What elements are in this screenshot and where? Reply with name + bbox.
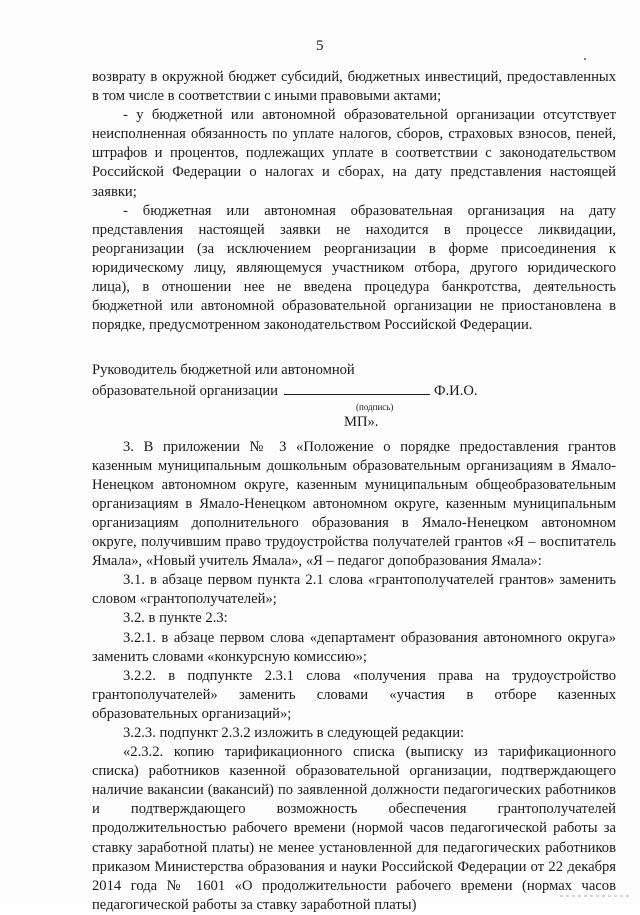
- paragraph-refund: возврату в окружной бюджет субсидий, бюджетных инвестиций, предоставленных в том числе в соответствии с иными правовыми актами;: [92, 69, 616, 105]
- signature-line: [92, 380, 616, 401]
- signature-fio: Ф.И.О.: [433, 383, 478, 400]
- signature-caption: (подпись): [356, 401, 394, 412]
- paragraph-3-2-3: 3.2.3. подпункт 2.3.2 изложить в следующей редакции:: [123, 725, 465, 741]
- stamp-place: МП».: [344, 413, 379, 430]
- scan-artifact: [560, 895, 632, 897]
- paragraph-3-2: 3.2. в пункте 2.3:: [123, 610, 228, 627]
- paragraph-3-1: 3.1. в абзаце первом пункта 2.1 слова «грантополучателей грантов» заменить словом «грантополучателей»;: [92, 572, 616, 608]
- paragraph-2-3-2-text: «2.3.2. копию тарификационного списка (выписку из тарификационного списка) работников казенной образовательной организации, подтверждающего наличие вакансии (вакансий) по заявленной должности педагогических работников и подтверждающего возможность обеспечения грантополучателей продолжительностью рабочего времени (нормой часов педагогической работы за ставку заработной платы) не менее установленной для педагогических работников приказом Министерства образования и науки Российской Федерации от 22 декабря 2014 года № 1601 «О продолжительности рабочего времени (нормах часов педагогической работы за ставку заработной платы): [92, 744, 616, 913]
- signature-title: Руководитель бюджетной или автономной: [92, 362, 355, 379]
- paragraph-no-debts: - у бюджетной или автономной образовательной организации отсутствует неисполненная обязанность по уплате налогов, сборов, страховых взносов, пеней, штрафов и процентов, подлежащих уплате в соответствии с законодательством Российской Федерации о налогах и сборах, на дату представления настоящей заявки;: [92, 107, 616, 200]
- paragraph-no-liquidation: - бюджетная или автономная образовательная организация на дату представления настоящей заявки не находится в процессе ликвидации, реорганизации (за исключением реорганизации в форме присоединения к юридическому лицу, являющемуся участником отбора, другого юридического лица), в отношении нее не введена процедура банкротства, деятельность бюджетной или автономной образовательной организации не приостановлена в порядке, предусмотренном законодательством Российской Федерации.: [92, 202, 616, 334]
- paragraph-3-2-2: 3.2.2. в подпункте 2.3.1 слова «получения права на трудоустройство грантополучателей» заменить словами «участия в отборе казенных образовательных организаций»;: [92, 667, 616, 722]
- signature-org-label: образовательной организации: [92, 383, 278, 400]
- paragraph-3-2-1: 3.2.1. в абзаце первом слова «департамент образования автономного округа» заменить словами «конкурсную комиссию»;: [92, 629, 616, 665]
- signature-block: [92, 361, 616, 431]
- document-body: [92, 68, 616, 915]
- page-number: 5: [316, 38, 324, 54]
- scan-dot: [584, 58, 586, 60]
- paragraph-appendix-3: 3. В приложении № 3 «Положение о порядке предоставления грантов казенным муниципальным дошкольным образовательным организациям в Ямало-Ненецком автономном округе, казенным муниципальным общеобразовательным организациям в Ямало-Ненецком автономном округе, казенным муниципальным организациям дополнительного образования в Ямало-Ненецком автономном округе, получившим право трудоустройства получателей грантов «Я – воспитатель Ямала», «Новый учитель Ямала», «Я – педагог допобразования Ямала»:: [92, 438, 616, 570]
- signature-blank: [284, 380, 430, 395]
